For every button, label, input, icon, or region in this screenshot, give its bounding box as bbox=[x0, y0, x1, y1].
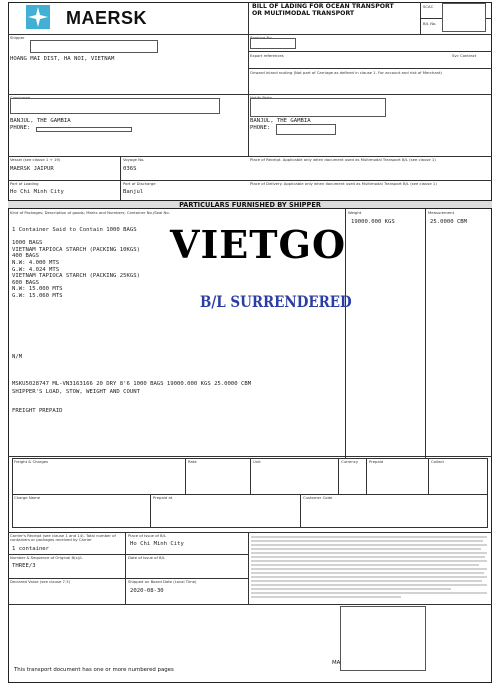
notify-city: BANJUL, THE GAMBIA bbox=[250, 118, 311, 124]
goods-line: 600 BAGS bbox=[12, 279, 39, 286]
freight-charges-label: Freight & Charges bbox=[14, 459, 49, 464]
redacted-consignee-phone bbox=[36, 127, 132, 132]
shipped-on-board-date: 2020-08-30 bbox=[130, 588, 164, 594]
redacted-reference bbox=[442, 3, 486, 32]
weight-label: Weight bbox=[348, 210, 362, 215]
particulars-banner: PARTICULARS FURNISHED BY SHIPPER bbox=[8, 200, 492, 209]
goods-line: 1000 BAGS bbox=[12, 240, 43, 247]
signature-initials: MA bbox=[332, 660, 341, 666]
prepaid-at-label: Prepaid at bbox=[153, 495, 173, 500]
place-of-issue-label: Place of Issue of B/L bbox=[128, 533, 167, 538]
collect-at-label: Customer Code bbox=[303, 495, 333, 500]
consignee-city: BANJUL, THE GAMBIA bbox=[10, 118, 71, 124]
goods-line: N.W: 15.000 MTS bbox=[12, 286, 63, 293]
document-title: BILL OF LADING FOR OCEAN TRANSPORT OR MULTIMODAL TRANSPORT bbox=[252, 3, 394, 17]
redacted-notify-name bbox=[250, 98, 386, 117]
container-details: MSKU5028747 ML-VN3163166 20 DRY 8'6 1000 BAGS 19000.000 KGS 25.0000 CBM bbox=[12, 381, 252, 387]
notify-phone-label: PHONE: bbox=[250, 125, 271, 131]
shipper-label: Shipper bbox=[10, 35, 25, 40]
marks-numbers: N/M bbox=[12, 354, 23, 360]
bl-surrendered-stamp: B/L SURRENDERED bbox=[200, 292, 352, 311]
goods-line: N.W: 4.000 MTS bbox=[12, 259, 60, 266]
date-of-issue-label: Date of Issue of B/L bbox=[128, 555, 166, 560]
onward-routing-label: Onward inland routing (Not part of Carriage as defined in clause 1. For account and risk of Merchant) bbox=[250, 70, 443, 75]
port-of-discharge-label: Port of Discharge bbox=[123, 181, 156, 186]
goods-line: 400 BAGS bbox=[12, 253, 39, 260]
originals-value: THREE/3 bbox=[12, 563, 36, 569]
goods-line: VIETNAM TAPIOCA STARCH (PACKING 10KGS) bbox=[12, 246, 140, 253]
collect-label: Collect bbox=[431, 459, 444, 464]
vessel-label: Vessel (see clause 1 + 19) bbox=[10, 157, 61, 162]
redacted-booking-number bbox=[250, 38, 296, 49]
redacted-signature-box bbox=[340, 606, 426, 671]
svc-contract-label: Svc Contract bbox=[452, 53, 477, 58]
shipper-load-note: SHIPPER'S LOAD, STOW, WEIGHT AND COUNT bbox=[12, 389, 140, 395]
unit-label: Unit bbox=[253, 459, 261, 464]
carrier-receipt-label: Carrier's Receipt (see clause 1 and 14). Total number of containers or packages received by Carrier bbox=[10, 533, 116, 543]
redacted-shipper-name bbox=[30, 40, 158, 53]
goods-line: 1 Container Said to Contain 1000 BAGS bbox=[12, 227, 137, 233]
vietgo-watermark: VIETGO bbox=[170, 222, 347, 267]
goods-line: G.W: 15.060 MTS bbox=[12, 292, 63, 299]
originals-label: Number & Sequence of Original B(s)/L bbox=[10, 555, 83, 560]
scac-label: SCAC bbox=[423, 4, 434, 9]
shipper-address: HOANG MAI DIST, HA NOI, VIETNAM bbox=[10, 56, 115, 62]
port-of-loading-label: Port of Loading bbox=[10, 181, 39, 186]
charge-col-label: Charge Name bbox=[14, 495, 41, 500]
freight-terms: FREIGHT PREPAID bbox=[12, 408, 63, 414]
particulars-columns-label: Kind of Packages; Description of goods; Marks and Numbers; Container No./Seal No. bbox=[10, 210, 170, 215]
fine-print-lines bbox=[251, 535, 487, 601]
prepaid-label: Prepaid bbox=[369, 459, 384, 464]
goods-line: VIETNAM TAPIOCA STARCH (PACKING 25KGS) bbox=[12, 273, 140, 280]
consignee-phone-label: PHONE: bbox=[10, 125, 31, 131]
declared-value-label: Declared Value (see clause 7.3) bbox=[10, 579, 71, 584]
terms-fine-print bbox=[251, 535, 487, 601]
bl-number-label: B/L No. bbox=[423, 21, 437, 26]
shipped-on-board-label: Shipped on Board Date (Local Time) bbox=[128, 579, 197, 584]
rate-label: Rate bbox=[188, 459, 197, 464]
measurement-label: Measurement bbox=[428, 210, 455, 215]
goods-description bbox=[12, 227, 140, 300]
currency-label: Currency bbox=[341, 459, 359, 464]
port-of-discharge-value: Banjul bbox=[123, 189, 144, 195]
vessel-name: MAERSK JAIPUR bbox=[10, 166, 54, 172]
place-of-delivery-label: Place of Delivery. Applicable only when document used as Multimodal Transport B/L (see clause 1) bbox=[250, 181, 437, 186]
place-of-receipt-label: Place of Receipt. Applicable only when document used as Multimodal Transport B/L (see clause 1) bbox=[250, 157, 436, 162]
goods-line: G.W: 4.024 MTS bbox=[12, 266, 60, 273]
total-measurement: 25.0000 CBM bbox=[430, 219, 468, 225]
footer-note: This transport document has one or more numbered pages bbox=[14, 667, 174, 673]
port-of-loading-value: Ho Chi Minh City bbox=[10, 189, 64, 195]
place-of-issue-value: Ho Chi Minh City bbox=[130, 541, 184, 547]
brand-logo-text: MAERSK bbox=[66, 8, 148, 28]
export-references-label: Export references bbox=[250, 53, 284, 58]
total-weight: 19000.000 KGS bbox=[351, 219, 395, 225]
goods-line bbox=[12, 234, 140, 241]
carrier-receipt-value: 1 container bbox=[12, 546, 50, 552]
redacted-notify-phone bbox=[276, 124, 336, 135]
redacted-consignee-name bbox=[10, 98, 220, 114]
voyage-number: 036S bbox=[123, 166, 137, 172]
maersk-star-icon bbox=[26, 5, 50, 29]
voyage-label: Voyage No. bbox=[123, 157, 145, 162]
